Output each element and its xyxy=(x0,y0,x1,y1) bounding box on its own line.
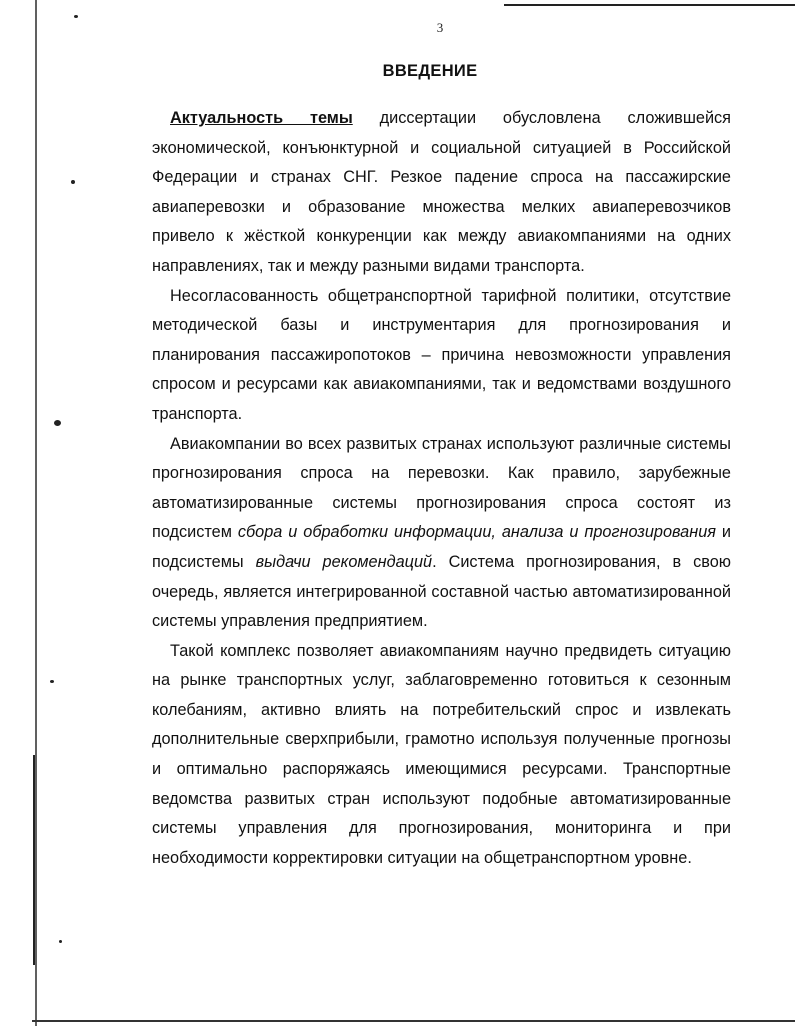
scan-speck xyxy=(50,680,54,683)
scan-speck xyxy=(74,15,78,18)
paragraph-forecasting-systems xyxy=(152,430,731,637)
scan-edge-top xyxy=(504,4,795,6)
scan-speck xyxy=(54,420,61,426)
document-body xyxy=(152,104,731,873)
paragraph-inconsistency: Несогласованность общетранспортной тарифной политики, отсутствие методической базы и инструментария для прогнозирования и планирования пассажиропотоков – причина невозможности управления спросом и ресурсами как авиакомпаниями, так и ведомствами воздушного транспорта. xyxy=(152,286,731,423)
forecasting-text-2: и подсистемы xyxy=(152,523,731,571)
relevance-lead: Актуальность темы xyxy=(170,109,353,127)
forecasting-italic-2: выдачи рекомендаций xyxy=(255,552,433,571)
page-number: 3 xyxy=(436,20,444,35)
forecasting-text-3: . Система прогнозирования, в свою очередь, является интегрированной составной частью автоматизированной системы управления предприятием. xyxy=(152,552,732,631)
paragraph-relevance xyxy=(152,104,731,282)
relevance-text: диссертации обусловлена сложившейся экономической, конъюнктурной и социальной ситуацией в Российской Федерации и странах СНГ. Резкое падение спроса на пассажирские авиаперевозки и образование множества мелких авиаперевозчиков привело к жёсткой конкуренции как между авиакомпаниями на одних направлениях, так и между разными видами транспорта. xyxy=(152,109,731,275)
scan-speck xyxy=(71,180,75,184)
section-heading: ВВЕДЕНИЕ xyxy=(382,62,478,80)
scan-speck xyxy=(59,940,62,943)
forecasting-text-1: Авиакомпании во всех развитых странах используют различные системы прогнозирования спроса на перевозки. Как правило, зарубежные автоматизированные системы прогнозирования спроса состоят из подсистем xyxy=(152,434,731,542)
paragraph-complex: Такой комплекс позволяет авиакомпаниям научно предвидеть ситуацию на рынке транспортных услуг, заблаговременно готовиться к сезонным колебаниям, активно влиять на потребительский спрос и извлекать дополнительные сверхприбыли, грамотно используя полученные прогнозы и оптимально распоряжаясь имеющимися ресурсами. Транспортные ведомства развитых стран используют подобные автоматизированные системы управления для прогнозирования, мониторинга и при необходимости корректировки ситуации на общетранспортном уровне. xyxy=(152,641,731,867)
scan-edge-left-dark xyxy=(33,755,35,965)
scan-edge-bottom xyxy=(32,1020,795,1022)
forecasting-italic-1: сбора и обработки информации, анализа и прогнозирования xyxy=(237,523,716,542)
scan-edge-left xyxy=(35,0,37,1026)
